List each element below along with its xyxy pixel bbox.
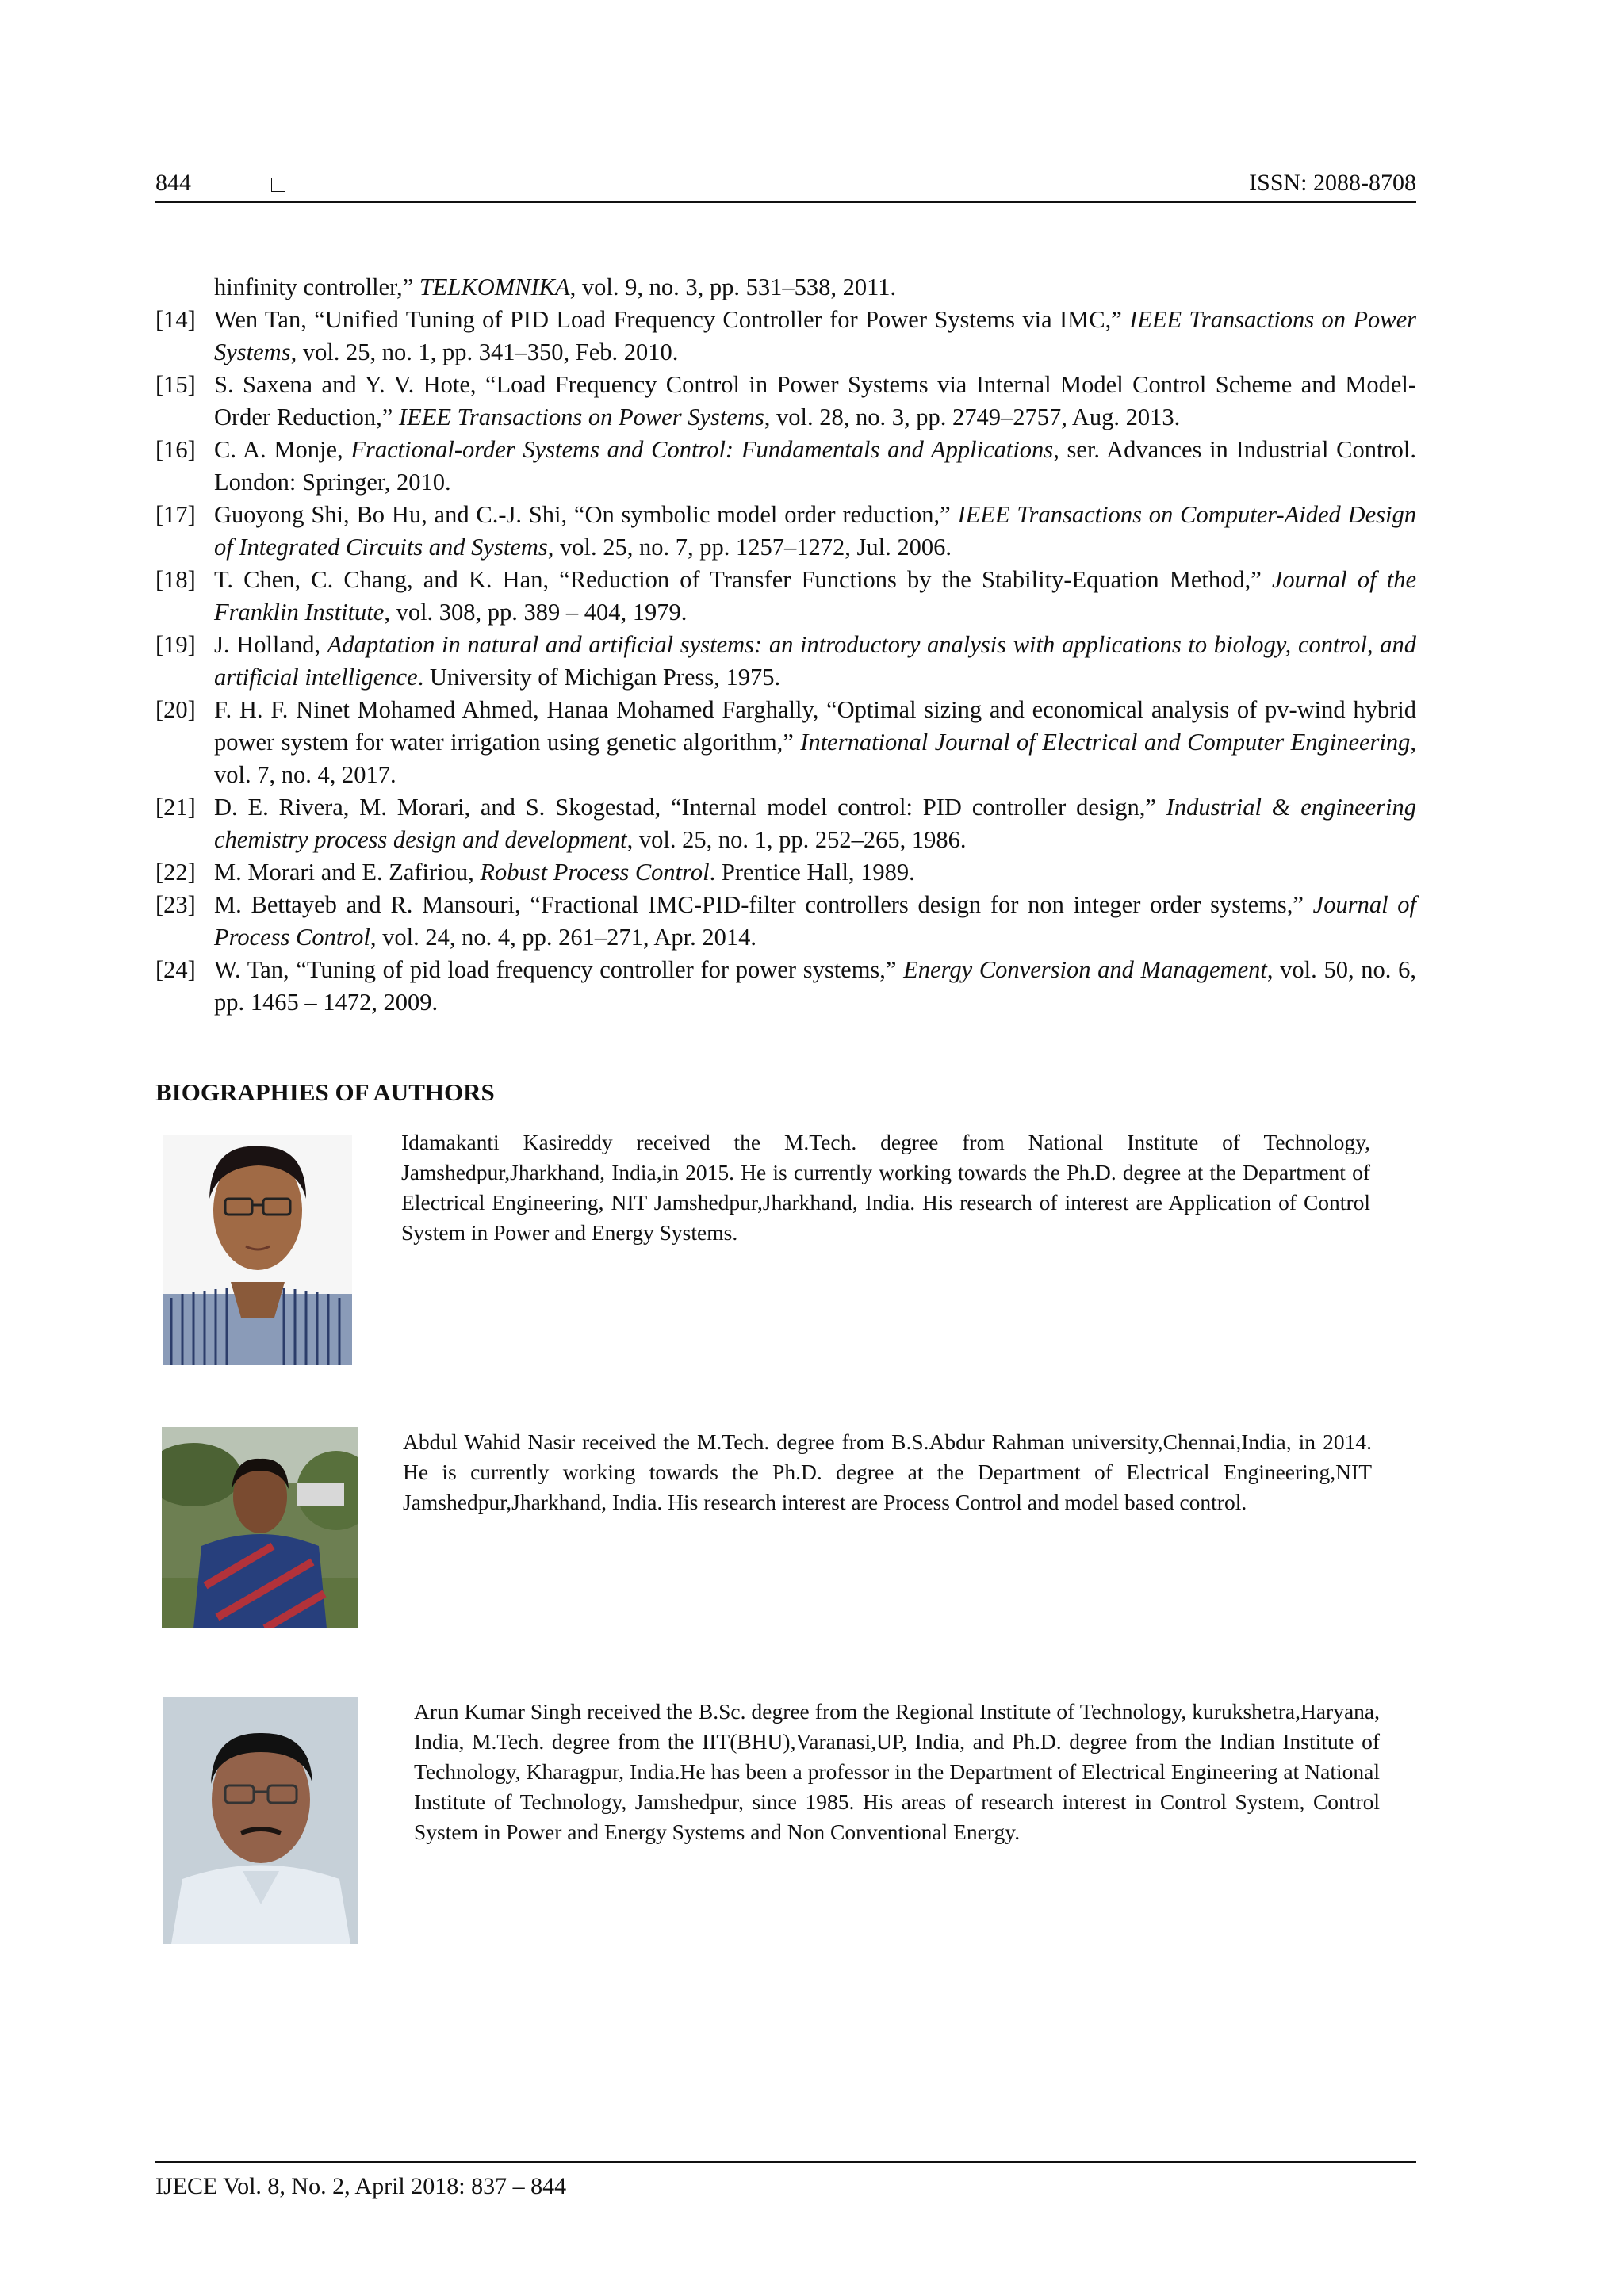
reference-item [155,564,1416,629]
reference-text: D. E. Rivera, M. Morari, and S. Skogestad, “Internal model control: PID controller design,” Industrial & engineering chemistry process design and development, vol. 25, no. 1, pp. 252–265, 1986. [214,794,1416,853]
reference-item [155,889,1416,954]
reference-number: [24] [155,956,196,983]
reference-text: M. Morari and E. Zafiriou, Robust Process Control. Prentice Hall, 1989. [214,859,915,886]
author-bio-3: Arun Kumar Singh received the B.Sc. degree from the Regional Institute of Technology, kurukshetra,Haryana, India, M.Tech. degree from the IIT(BHU),Varanasi,UP, India, and Ph.D. degree from the Indian Institute of Technology, Kharagpur, India.He has been a professor in the Department of Electrical Engineering at National Institute of Technology, Jamshedpur, since 1985. His areas of research interest in Control System, Control System in Power and Energy Systems and Non Conventional Energy. [414,1699,1380,1844]
footer-text: IJECE Vol. 8, No. 2, April 2018: 837 – 844 [155,2173,567,2199]
reference-number: [19] [155,631,196,658]
reference-number: [20] [155,696,196,723]
reference-text: F. H. F. Ninet Mohamed Ahmed, Hanaa Mohamed Farghally, “Optimal sizing and economical analysis of pv-wind hybrid power system for water irrigation using genetic algorithm,” International Journal of Electrical and Computer Engineering, vol. 7, no. 4, 2017. [214,696,1417,788]
reference-number: [14] [155,306,196,333]
reference-number: [23] [155,891,196,918]
page-footer [155,2161,1416,2202]
reference-item [155,791,1416,856]
reference-item [155,856,1416,889]
reference-text: T. Chen, C. Chang, and K. Han, “Reduction of Transfer Functions by the Stability-Equation Method,” Journal of the Franklin Institute, vol. 308, pp. 389 – 404, 1979. [214,566,1416,626]
reference-number: [17] [155,501,196,528]
reference-text: C. A. Monje, Fractional-order Systems and Control: Fundamentals and Applications, ser. Advances in Industrial Control. London: Springer, 2010. [214,436,1416,496]
page-header [155,165,1416,203]
author-photo-2 [162,1427,358,1628]
reference-item [155,954,1416,1019]
reference-number: [21] [155,794,196,821]
reference-text: S. Saxena and Y. V. Hote, “Load Frequency Control in Power Systems via Internal Model Control Scheme and Model-Order Reduction,” IEEE Transactions on Power Systems, vol. 28, no. 3, pp. 2749–2757, Aug. 2013. [214,371,1416,430]
page-number: 844 [155,170,191,196]
author-photo-1 [163,1135,352,1365]
author-bio-1: Idamakanti Kasireddy received the M.Tech. degree from National Institute of Technology, Jamshedpur,Jharkhand, India,in 2015. He is currently working towards the Ph.D. degree at the Department of Electrical Engineering, NIT Jamshedpur,Jharkhand, India. His research of interest are Application of Control System in Power and Energy Systems. [401,1130,1370,1245]
reference-list [155,271,1416,1019]
reference-text: J. Holland, Adaptation in natural and artificial systems: an introductory analysis with applications to biology, control, and artificial intelligence. University of Michigan Press, 1975. [214,631,1416,691]
reference-text: M. Bettayeb and R. Mansouri, “Fractional IMC-PID-filter controllers design for non integer order systems,” Journal of Process Control, vol. 24, no. 4, pp. 261–271, Apr. 2014. [214,891,1416,951]
author-bio-2: Abdul Wahid Nasir received the M.Tech. degree from B.S.Abdur Rahman university,Chennai,India, in 2014. He is currently working towards the Ph.D. degree at the Department of Electrical Engineering,NIT Jamshedpur,Jharkhand, India. His research interest are Process Control and model based control. [403,1429,1372,1514]
reference-item [155,694,1416,791]
author-photo-3 [163,1697,358,1944]
reference-text: hinfinity controller,” TELKOMNIKA, vol. 9, no. 3, pp. 531–538, 2011. [214,274,897,300]
reference-item [155,304,1416,369]
square-icon [271,178,285,192]
reference-item [155,629,1416,694]
reference-item [155,499,1416,564]
reference-item [155,369,1416,434]
reference-item [155,271,1416,304]
reference-text: Wen Tan, “Unified Tuning of PID Load Frequency Controller for Power Systems via IMC,” IEEE Transactions on Power Systems, vol. 25, no. 1, pp. 341–350, Feb. 2010. [214,306,1416,365]
reference-number: [22] [155,859,196,886]
reference-number: [15] [155,371,196,398]
reference-text: W. Tan, “Tuning of pid load frequency controller for power systems,” Energy Conversion and Management, vol. 50, no. 6, pp. 1465 – 1472, 2009. [214,956,1416,1016]
reference-number: [16] [155,436,196,463]
issn: ISSN: 2088-8708 [1249,170,1416,196]
reference-text: Guoyong Shi, Bo Hu, and C.-J. Shi, “On symbolic model order reduction,” IEEE Transactions on Computer-Aided Design of Integrated Circuits and Systems, vol. 25, no. 7, pp. 1257–1272, Jul. 2006. [214,501,1416,561]
reference-number: [18] [155,566,196,593]
biographies-heading: BIOGRAPHIES OF AUTHORS [155,1078,495,1106]
reference-item [155,434,1416,499]
